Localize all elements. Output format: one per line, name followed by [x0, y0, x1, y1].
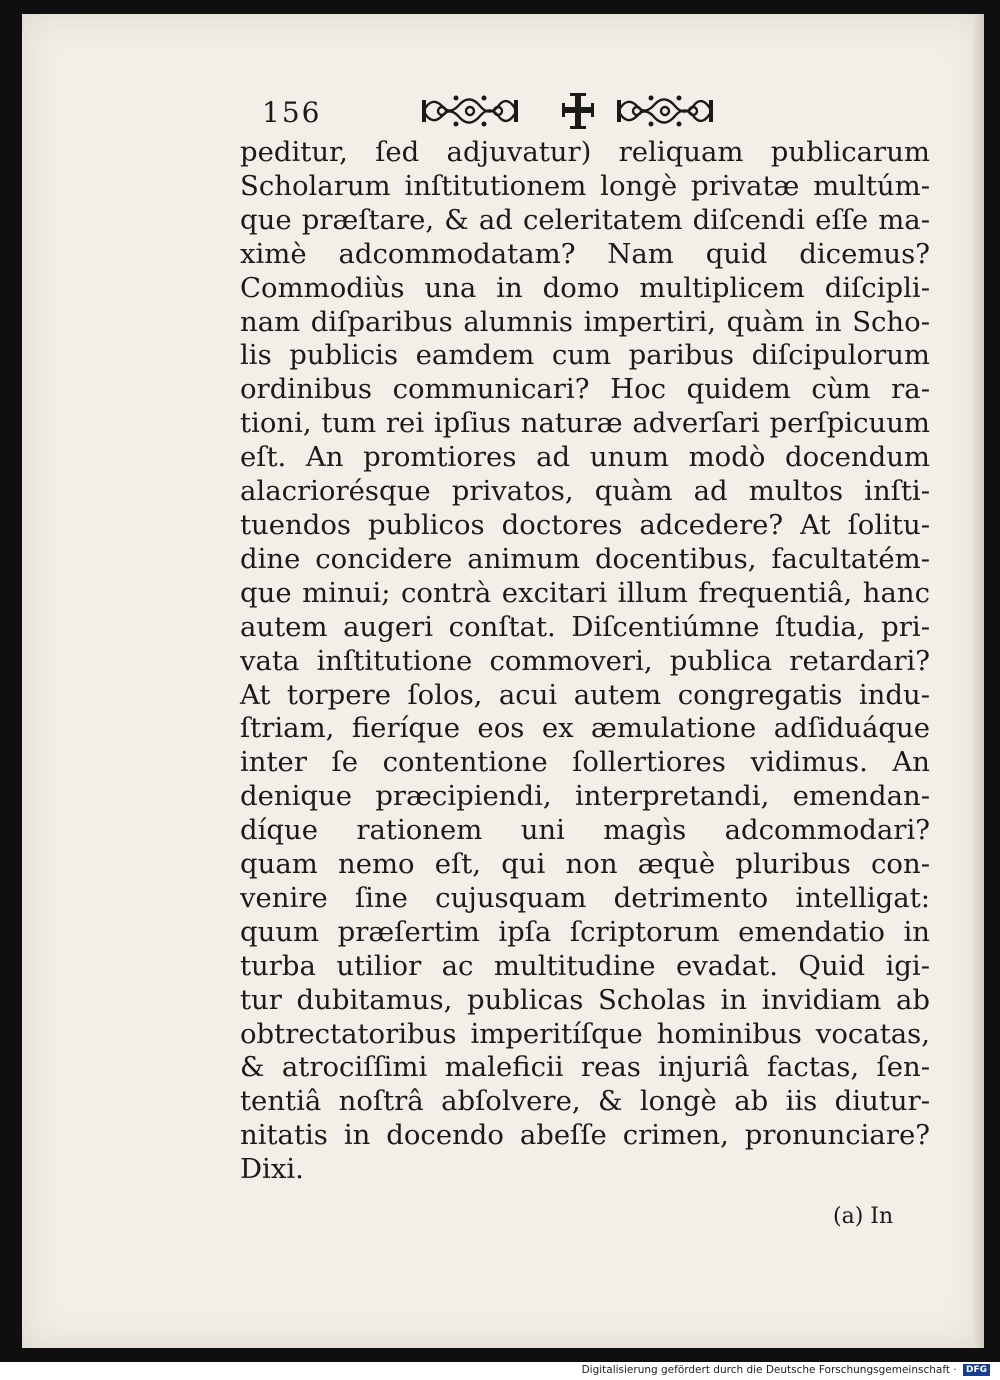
text-line: obtrectatoribus imperitíſque hominibus vocatas, — [240, 1017, 930, 1050]
dfg-logo[interactable]: DFG — [963, 1364, 990, 1376]
text-line: que minui; contrà excitari illum frequentiâ, hanc — [240, 576, 930, 609]
text-line: venire ſine cujusquam detrimento intelligat: — [240, 881, 930, 914]
text-line: & atrociſſimi maleficii reas injuriâ factas, ſen- — [240, 1051, 930, 1084]
running-header — [240, 88, 730, 138]
text-line: Dixi. — [240, 1153, 304, 1186]
text-line: eſt. An promtiores ad unum modò docendum — [240, 441, 930, 474]
text-line: tioni, tum rei ipſius naturæ adverſari perſpicuum — [240, 407, 930, 440]
text-line: inter ſe contentione ſollertiores vidimus. An — [240, 746, 930, 779]
text-line: vata inſtitutione commoveri, publica retardari? — [240, 644, 930, 677]
footer-credit — [582, 1364, 990, 1376]
text-line: peditur, ſed adjuvatur) reliquam publicarum — [240, 136, 930, 168]
text-line: tuendos publicos doctores adcedere? At ſolitu- — [240, 508, 930, 541]
text-line: ximè adcommodatam? Nam quid dicemus? — [240, 237, 930, 270]
text-line: Scholarum inſtitutionem longè privatæ multúm- — [240, 169, 930, 202]
text-line: lis publicis eamdem cum paribus diſcipulorum — [240, 339, 930, 372]
text-line: ſtriam, fieríque eos ex æmulatione adſiduáque — [240, 712, 930, 745]
footer-text: Digitalisierung gefördert durch die Deutsche Forschungsgemeinschaft — [581, 1364, 950, 1376]
text-line: ordinibus communicari? Hoc quidem cùm ra- — [240, 373, 930, 406]
catchword: (a) In — [833, 1204, 894, 1229]
ornament-band-icon — [420, 88, 520, 132]
footer-separator: · — [953, 1364, 957, 1376]
text-line: tur dubitamus, publicas Scholas in invidiam ab — [240, 983, 930, 1016]
body-text — [240, 136, 930, 1187]
page-number: 156 — [262, 96, 322, 129]
text-line: quum præſertim ipſa ſcriptorum emendatio in — [240, 915, 930, 948]
text-line: At torpere ſolos, acui autem congregatis indu- — [240, 678, 930, 711]
text-line: tentiâ noſtrâ abſolvere, & longè ab iis diutur- — [240, 1085, 930, 1118]
text-line: Commodiùs una in domo multiplicem diſcipli- — [240, 271, 930, 304]
text-line: nitatis in docendo abeſſe crimen, pronunciare? — [240, 1119, 930, 1152]
text-line: nam diſparibus alumnis impertiri, quàm in Scho- — [240, 305, 930, 338]
text-line: alacriorésque privatos, quàm ad multos inſti- — [240, 475, 930, 508]
text-line: turba utilior ac multitudine evadat. Quid igi- — [240, 949, 930, 982]
text-line: autem augeri conſtat. Diſcentiúmne ſtudia, pri- — [240, 610, 930, 643]
text-line: dine concidere animum docentibus, facultatém- — [240, 542, 930, 575]
ornament-band-icon — [615, 88, 715, 132]
text-line: díque rationem uni magìs adcommodari? — [240, 814, 930, 847]
cross-icon — [560, 88, 596, 132]
text-line: quam nemo eſt, qui non æquè pluribus con- — [240, 848, 930, 881]
text-line: que præſtare, & ad celeritatem diſcendi eſſe ma- — [240, 203, 930, 236]
page-edge — [972, 14, 984, 1348]
text-line: denique præcipiendi, interpretandi, emendan- — [240, 780, 930, 813]
